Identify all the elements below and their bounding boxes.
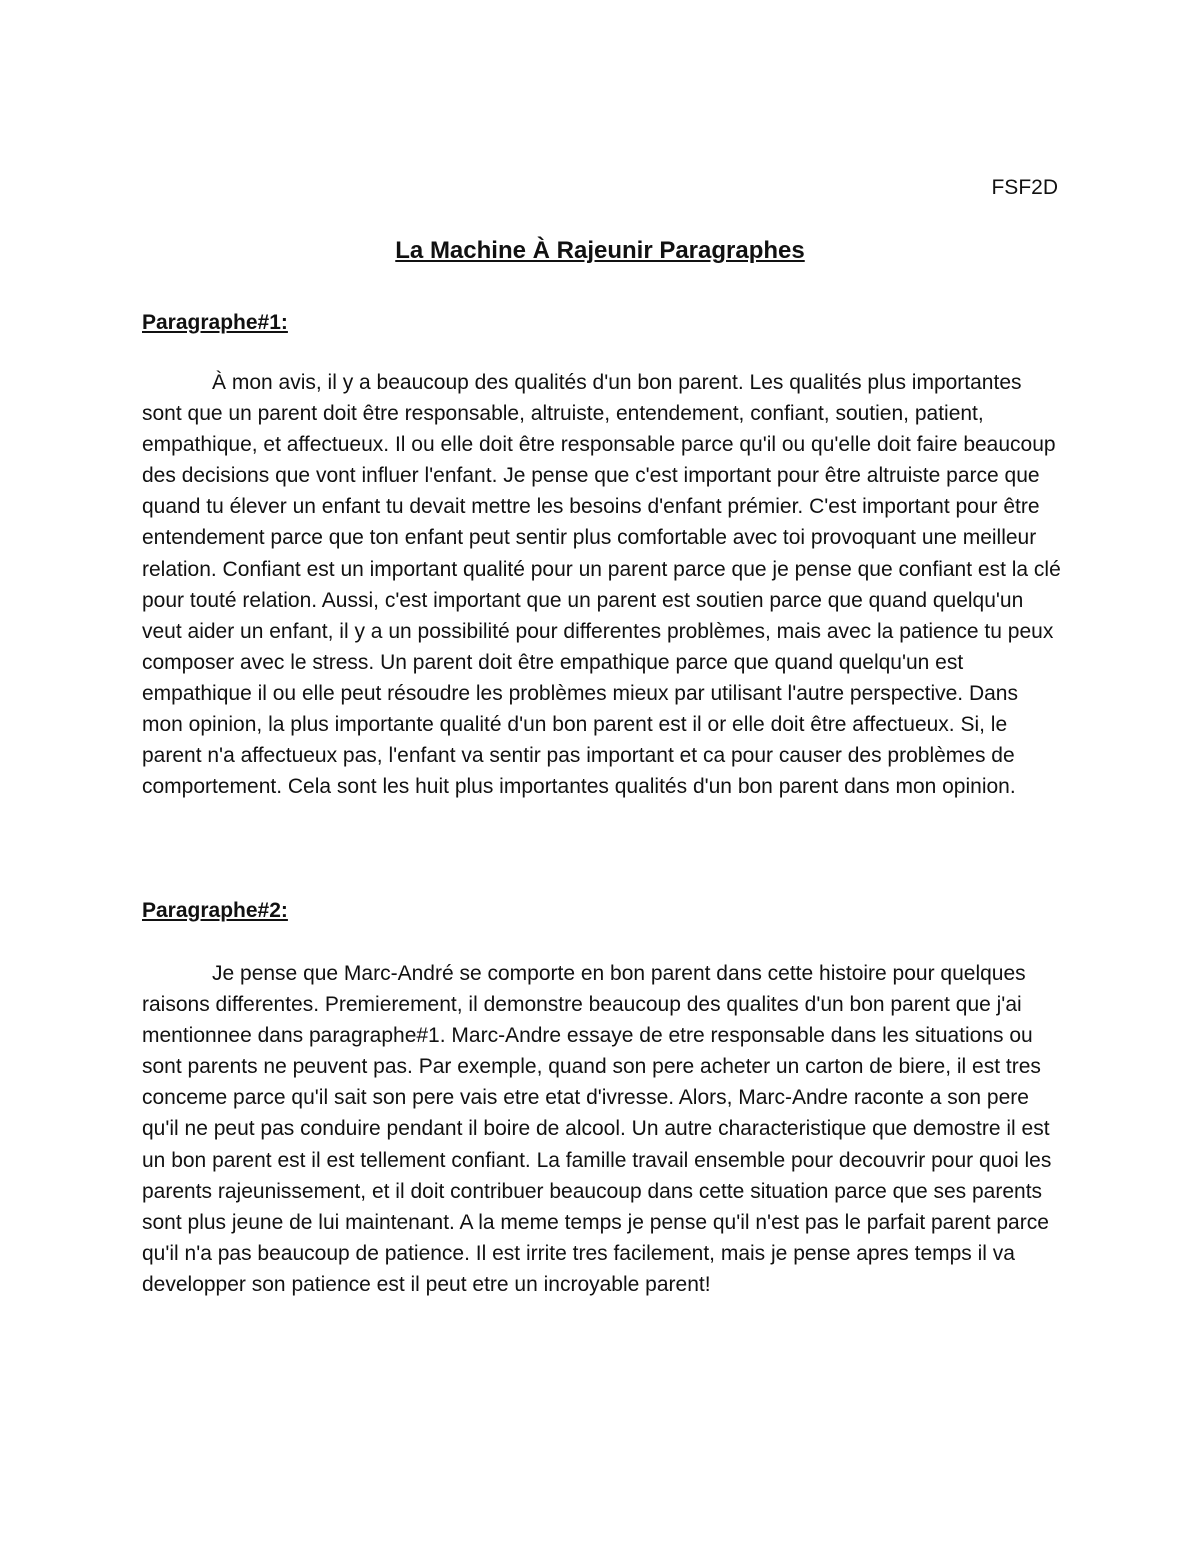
course-code: FSF2D: [991, 176, 1058, 199]
document-title: La Machine À Rajeunir Paragraphes: [395, 237, 805, 264]
paragraph-2-body: Je pense que Marc-André se comporte en bon parent dans cette histoire pour quelques raisons differentes. Premierement, il demonstre beaucoup des qualites d'un bon parent que j'ai mentionnee dans paragraphe#1. Marc-Andre essaye de etre responsable dans les situations ou sont parents ne peuvent pas. Par exemple, quand son pere acheter un carton de biere, il est tres conceme parce qu'il sait son pere vais etre etat d'ivresse. Alors, Marc-Andre raconte a son pere qu'il ne peut pas conduire pendant il boire de alcool. Un autre characteristique que demostre il est un bon parent est il est tellement confiant. La famille travail ensemble pour decouvrir pour quoi les parents rajeunissement, et il doit contribuer beaucoup dans cette situation parce que ses parents sont plus jeune de lui maintenant. A la meme temps je pense qu'il n'est pas le parfait parent parce qu'il n'a pas beaucoup de patience. Il est irrite tres facilement, mais je pense apres temps il va developper son patience est il peut etre un incroyable parent!: [142, 962, 1052, 1296]
paragraph-1-body: À mon avis, il y a beaucoup des qualités d'un bon parent. Les qualités plus importantes sont que un parent doit être responsable, altruiste, entendement, confiant, soutien, patient, empathique, et affectueux. Il ou elle doit être responsable parce qu'il ou qu'elle doit faire beaucoup des decisions que vont influer l'enfant. Je pense que c'est important pour être altruiste parce que quand tu élever un enfant tu devait mettre les besoins d'enfant prémier. C'est important pour être entendement parce que ton enfant peut sentir plus comfortable avec toi provoquant une meilleur relation. Confiant est un important qualité pour un parent parce que je pense que confiant est la clé pour touté relation. Aussi, c'est important que un parent est soutien parce que quand quelqu'un veut aider un enfant, il y a un possibilité pour differentes problèmes, mais avec la patience tu peux composer avec le stress. Un parent doit être empathique parce que quand quelqu'un est empathique il ou elle peut résoudre les problèmes mieux par utilisant l'autre perspective. Dans mon opinion, la plus importante qualité d'un bon parent est il or elle doit être affectueux. Si, le parent n'a affectueux pas, l'enfant va sentir pas important et ca pour causer des problèmes de comportement. Cela sont les huit plus importantes qualités d'un bon parent dans mon opinion.: [142, 371, 1061, 799]
section-heading-2: Paragraphe#2:: [142, 899, 288, 922]
section-heading-1: Paragraphe#1:: [142, 311, 288, 334]
